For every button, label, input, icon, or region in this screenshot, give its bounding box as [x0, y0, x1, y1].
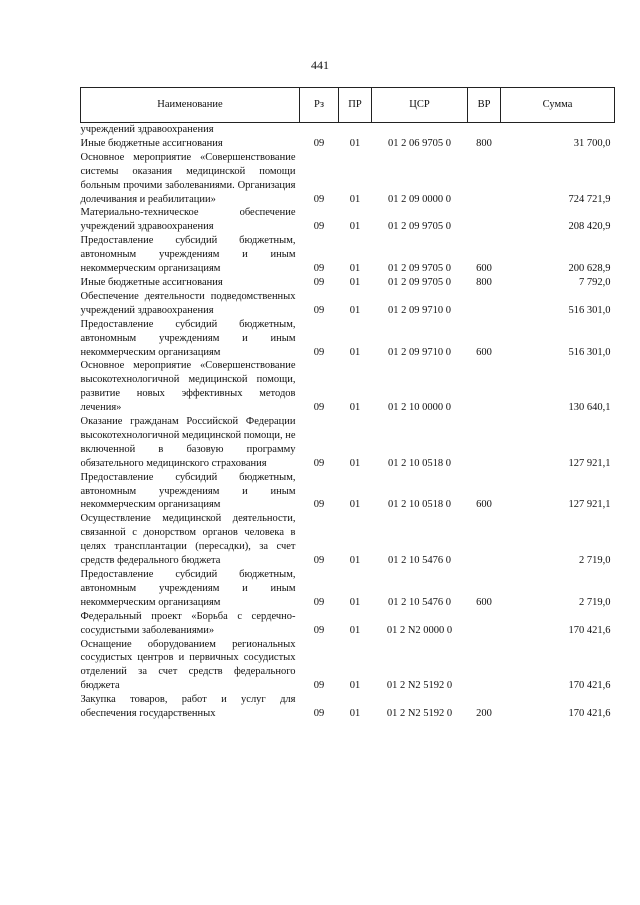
row-vr: 800 — [476, 276, 492, 288]
row-pr: 01 — [349, 263, 361, 275]
header-pr: ПР — [339, 88, 372, 123]
row-rz: 09 — [313, 263, 325, 275]
row-rz: 09 — [313, 555, 325, 567]
row-csr: 01 2 10 0518 0 — [388, 457, 451, 469]
row-rz: 09 — [313, 193, 325, 205]
row-pr: 01 — [349, 708, 361, 720]
table-row — [81, 276, 615, 290]
row-sum: 127 921,1 — [568, 457, 611, 469]
row-name: Материально-техническое обеспечение учреждений здравоохранения — [80, 207, 296, 233]
row-pr: 01 — [349, 346, 361, 358]
table-header-row — [81, 88, 615, 123]
header-rz: Рз — [300, 88, 339, 123]
row-vr: 600 — [476, 346, 492, 358]
row-pr: 01 — [349, 457, 361, 469]
row-vr — [468, 610, 501, 638]
header-name: Наименование — [81, 88, 300, 123]
table-row — [81, 234, 615, 276]
row-vr: 800 — [476, 137, 492, 149]
row-csr: 01 2 10 0000 0 — [388, 402, 451, 414]
header-csr: ЦСР — [372, 88, 468, 123]
row-csr: 01 2 09 9705 0 — [388, 263, 451, 275]
row-rz: 09 — [313, 402, 325, 414]
table-row — [81, 206, 615, 234]
row-rz: 09 — [313, 304, 325, 316]
table-row — [81, 512, 615, 568]
row-rz: 09 — [313, 624, 325, 636]
row-name: Оснащение оборудованием региональных сосудистых центров и первичных сосудистых отделений за счет средств федерального бюджета — [80, 638, 296, 692]
row-csr: 01 2 N2 5192 0 — [386, 680, 453, 692]
row-csr: 01 2 09 9710 0 — [388, 304, 451, 316]
row-name: Оказание гражданам Российской Федерации высокотехнологичной медицинской помощи, не включенной в базовую программу обязательного медицинского страхования — [80, 416, 296, 469]
row-vr — [468, 290, 501, 318]
row-csr: 01 2 10 0518 0 — [388, 499, 451, 511]
row-sum: 127 921,1 — [568, 499, 611, 511]
row-rz: 09 — [313, 708, 325, 720]
row-name: Федеральный проект «Борьба с сердечно-сосудистыми заболеваниями» — [80, 610, 296, 636]
row-pr: 01 — [349, 555, 361, 567]
row-sum: 2 719,0 — [579, 596, 611, 608]
row-rz: 09 — [313, 276, 325, 288]
table-row — [81, 471, 615, 513]
row-rz: 09 — [313, 680, 325, 692]
row-sum: 516 301,0 — [568, 346, 611, 358]
table-row — [81, 290, 615, 318]
row-rz — [300, 123, 339, 137]
row-sum: 724 721,9 — [568, 193, 611, 205]
row-name: Иные бюджетные ассигнования — [80, 137, 223, 149]
row-sum — [501, 123, 615, 137]
row-csr: 01 2 09 9705 0 — [388, 221, 451, 233]
row-sum: 516 301,0 — [568, 304, 611, 316]
row-rz: 09 — [313, 596, 325, 608]
row-vr — [468, 415, 501, 471]
table-row — [81, 610, 615, 638]
row-csr — [372, 123, 468, 137]
header-sum: Сумма — [501, 88, 615, 123]
row-rz: 09 — [313, 221, 325, 233]
row-csr: 01 2 09 0000 0 — [388, 193, 451, 205]
row-name: Основное мероприятие «Совершенствование системы оказания медицинской помощи больным прочими заболеваниями. Организация долечивания и реабилитации» — [80, 151, 296, 205]
row-sum: 170 421,6 — [568, 708, 611, 720]
row-pr: 01 — [349, 499, 361, 511]
header-vr: ВР — [468, 88, 501, 123]
row-sum: 208 420,9 — [568, 221, 611, 233]
row-pr: 01 — [349, 137, 361, 149]
row-sum: 130 640,1 — [568, 402, 611, 414]
row-rz: 09 — [313, 457, 325, 469]
row-vr: 600 — [476, 499, 492, 511]
row-pr: 01 — [349, 680, 361, 692]
row-name: Предоставление субсидий бюджетным, автономным учреждениям и иным некоммерческим организациям — [80, 318, 296, 358]
row-vr — [468, 206, 501, 234]
row-csr: 01 2 09 9705 0 — [388, 276, 451, 288]
page-number: 441 — [311, 58, 329, 72]
row-sum: 31 700,0 — [573, 137, 611, 149]
row-csr: 01 2 09 9710 0 — [388, 346, 451, 358]
row-sum: 170 421,6 — [568, 680, 611, 692]
row-sum: 170 421,6 — [568, 624, 611, 636]
row-sum: 200 628,9 — [568, 263, 611, 275]
row-name: Предоставление субсидий бюджетным, автономным учреждениям и иным некоммерческим организациям — [80, 471, 296, 511]
table-row — [81, 123, 615, 137]
row-name: Иные бюджетные ассигнования — [80, 276, 223, 288]
row-pr: 01 — [349, 596, 361, 608]
row-vr — [468, 359, 501, 415]
row-csr: 01 2 N2 5192 0 — [386, 708, 453, 720]
row-sum: 7 792,0 — [579, 276, 611, 288]
row-name: Предоставление субсидий бюджетным, автономным учреждениям и иным некоммерческим организациям — [80, 569, 296, 608]
row-pr: 01 — [349, 221, 361, 233]
row-name: Основное мероприятие «Совершенствование высокотехнологичной медицинской помощи, развитие новых эффективных методов лечения» — [80, 360, 296, 414]
row-rz: 09 — [313, 499, 325, 511]
row-csr: 01 2 10 5476 0 — [388, 555, 451, 567]
row-name: Осуществление медицинской деятельности, связанной с донорством органов человека в целях трансплантации (пересадки), за счет средств федерального бюджета — [80, 513, 296, 567]
table-row — [81, 318, 615, 360]
row-vr — [468, 638, 501, 694]
row-name: Предоставление субсидий бюджетным, автономным учреждениям и иным некоммерческим организациям — [80, 235, 296, 275]
row-pr: 01 — [349, 276, 361, 288]
row-name: учреждений здравоохранения — [80, 124, 214, 135]
table-row — [81, 137, 615, 151]
row-pr: 01 — [349, 624, 361, 636]
row-name: Обеспечение деятельности подведомственных учреждений здравоохранения — [80, 290, 296, 316]
table-row — [81, 693, 615, 721]
row-csr: 01 2 N2 0000 0 — [386, 624, 453, 636]
row-vr — [468, 512, 501, 568]
row-pr: 01 — [349, 193, 361, 205]
row-vr: 600 — [476, 596, 492, 608]
row-csr: 01 2 10 5476 0 — [388, 596, 451, 608]
row-csr: 01 2 06 9705 0 — [388, 137, 451, 149]
row-vr — [468, 151, 501, 207]
row-rz: 09 — [313, 137, 325, 149]
table-row — [81, 415, 615, 471]
row-pr — [339, 123, 372, 137]
table-row — [81, 151, 615, 207]
row-name: Закупка товаров, работ и услуг для обеспечения государственных — [80, 694, 296, 720]
row-pr: 01 — [349, 402, 361, 414]
table-row — [81, 359, 615, 415]
row-vr — [468, 123, 501, 137]
table-row — [81, 568, 615, 610]
row-vr: 600 — [476, 263, 492, 275]
row-rz: 09 — [313, 346, 325, 358]
row-vr: 200 — [476, 708, 492, 720]
row-pr: 01 — [349, 304, 361, 316]
budget-table — [80, 87, 615, 721]
row-sum: 2 719,0 — [579, 555, 611, 567]
table-row — [81, 638, 615, 694]
